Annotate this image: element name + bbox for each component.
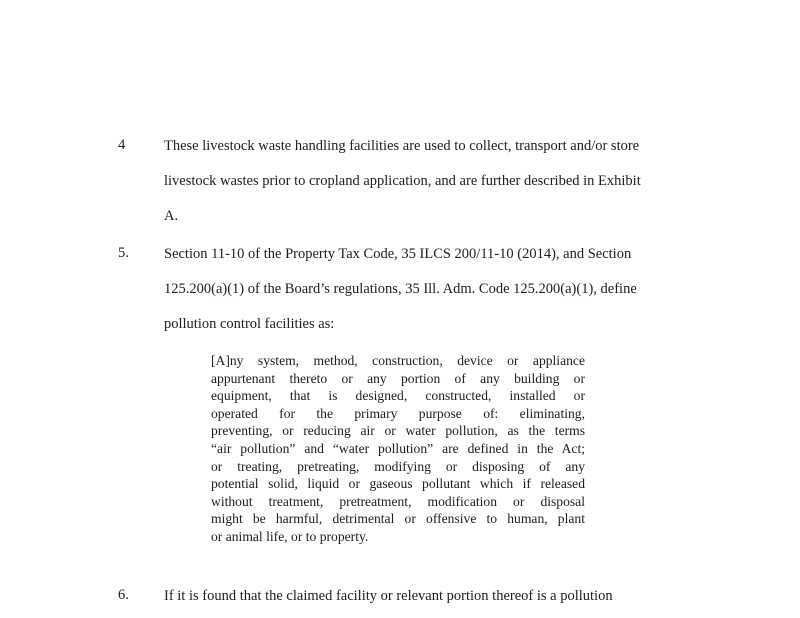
paragraph-text <box>164 129 680 234</box>
quote-line: [A]ny system, method, construction, device or appliance <box>211 353 585 368</box>
paragraph-text <box>164 579 680 614</box>
text-line: 125.200(a)(1) of the Board’s regulations, 35 Ill. Adm. Code 125.200(a)(1), define <box>164 281 637 297</box>
paragraph-number: 4 <box>118 137 126 153</box>
paragraph-text <box>164 237 680 342</box>
text-line: Section 11-10 of the Property Tax Code, 35 ILCS 200/11-10 (2014), and Section <box>164 246 632 262</box>
quote-line: equipment, that is designed, constructed, installed or <box>211 388 585 404</box>
text-line: pollution control facilities as: <box>164 316 335 332</box>
paragraph-number: 5. <box>118 245 129 261</box>
text-line: If it is found that the claimed facility or relevant portion thereof is a pollution <box>164 588 613 604</box>
quote-line: without treatment, pretreatment, modification or disposal <box>211 493 585 509</box>
quote-line: or treating, pretreating, modifying or disposing of any <box>211 458 585 474</box>
text-line: A. <box>164 208 179 224</box>
quote-line: appurtenant thereto or any portion of any building or <box>211 370 585 386</box>
block-quote <box>211 352 585 546</box>
quote-line: operated for the primary purpose of: eliminating, <box>211 405 585 421</box>
quote-line: or animal life, or to property. <box>211 528 369 544</box>
quote-line: “air pollution” and “water pollution” are defined in the Act; <box>211 440 585 456</box>
quote-line: preventing, or reducing air or water pollution, as the terms <box>211 423 585 439</box>
quote-line: potential solid, liquid or gaseous pollutant which if released <box>211 476 585 492</box>
quote-line: might be harmful, detrimental or offensive to human, plant <box>211 511 585 527</box>
paragraph-number: 6. <box>118 587 129 603</box>
text-line: livestock wastes prior to cropland application, and are further described in Exhibit <box>164 173 641 189</box>
text-line: These livestock waste handling facilities are used to collect, transport and/or store <box>164 138 640 154</box>
